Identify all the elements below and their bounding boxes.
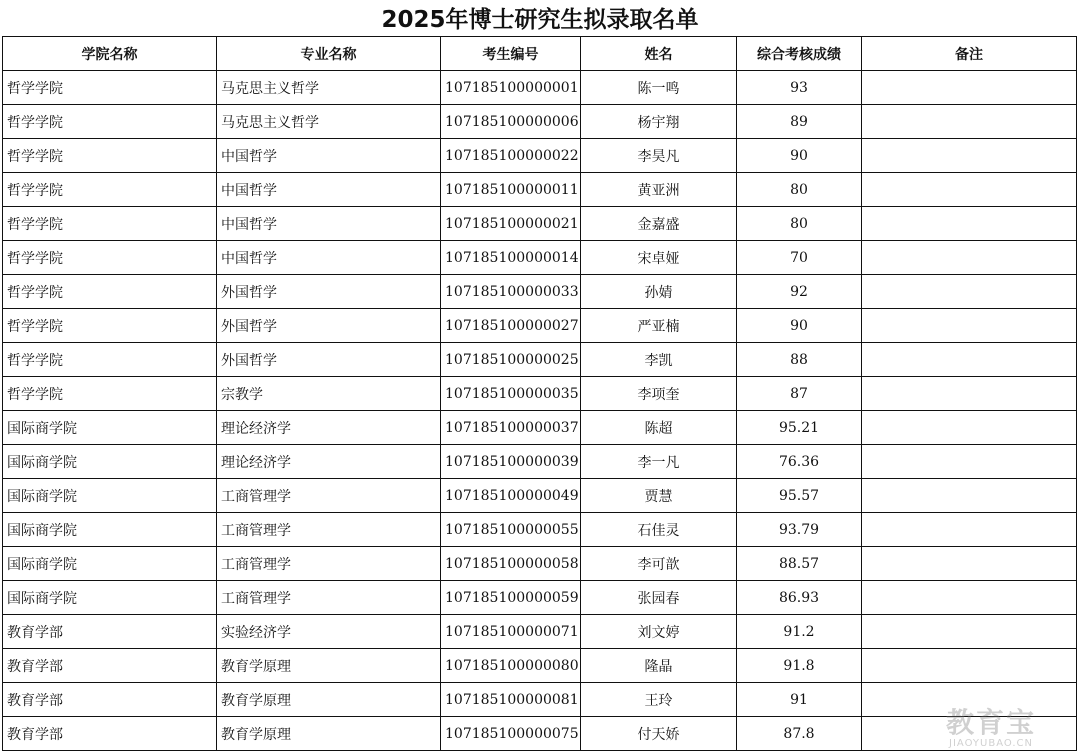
cell-name: 付天娇	[581, 717, 737, 751]
cell-score: 91.2	[737, 615, 862, 649]
table-row	[3, 479, 1077, 513]
cell-score: 93.79	[737, 513, 862, 547]
table-row	[3, 717, 1077, 751]
cell-candidate-id: 107185100000055	[441, 513, 581, 547]
cell-major: 马克思主义哲学	[217, 105, 441, 139]
watermark-sub: JIAOYUBAO.CN	[949, 738, 1033, 749]
cell-score: 92	[737, 275, 862, 309]
cell-school: 教育学部	[3, 649, 217, 683]
cell-note	[862, 343, 1077, 377]
cell-name: 李凯	[581, 343, 737, 377]
cell-note	[862, 717, 1077, 751]
cell-major: 工商管理学	[217, 479, 441, 513]
cell-major: 工商管理学	[217, 513, 441, 547]
cell-note	[862, 649, 1077, 683]
cell-candidate-id: 107185100000080	[441, 649, 581, 683]
cell-candidate-id: 107185100000075	[441, 717, 581, 751]
cell-candidate-id: 107185100000001	[441, 71, 581, 105]
cell-major: 教育学原理	[217, 683, 441, 717]
cell-school: 教育学部	[3, 615, 217, 649]
cell-school: 教育学部	[3, 683, 217, 717]
cell-score: 93	[737, 71, 862, 105]
table-row	[3, 547, 1077, 581]
cell-name: 金嘉盛	[581, 207, 737, 241]
cell-name: 王玲	[581, 683, 737, 717]
cell-name: 孙婧	[581, 275, 737, 309]
cell-note	[862, 207, 1077, 241]
cell-major: 中国哲学	[217, 207, 441, 241]
cell-major: 马克思主义哲学	[217, 71, 441, 105]
cell-school: 哲学学院	[3, 275, 217, 309]
header-candidate-id: 考生编号	[441, 37, 581, 71]
cell-note	[862, 241, 1077, 275]
cell-score: 95.57	[737, 479, 862, 513]
cell-candidate-id: 107185100000021	[441, 207, 581, 241]
cell-candidate-id: 107185100000037	[441, 411, 581, 445]
cell-school: 哲学学院	[3, 139, 217, 173]
cell-candidate-id: 107185100000071	[441, 615, 581, 649]
cell-name: 陈超	[581, 411, 737, 445]
cell-school: 哲学学院	[3, 309, 217, 343]
cell-candidate-id: 107185100000022	[441, 139, 581, 173]
cell-major: 中国哲学	[217, 241, 441, 275]
cell-note	[862, 547, 1077, 581]
cell-school: 国际商学院	[3, 547, 217, 581]
table-row	[3, 445, 1077, 479]
table-row	[3, 275, 1077, 309]
cell-candidate-id: 107185100000033	[441, 275, 581, 309]
cell-school: 国际商学院	[3, 445, 217, 479]
cell-major: 教育学原理	[217, 649, 441, 683]
cell-candidate-id: 107185100000081	[441, 683, 581, 717]
table-header-row	[3, 37, 1077, 71]
cell-school: 哲学学院	[3, 207, 217, 241]
cell-school: 国际商学院	[3, 581, 217, 615]
cell-school: 教育学部	[3, 717, 217, 751]
table-row	[3, 615, 1077, 649]
cell-note	[862, 309, 1077, 343]
cell-school: 哲学学院	[3, 377, 217, 411]
header-score: 综合考核成绩	[737, 37, 862, 71]
cell-major: 工商管理学	[217, 581, 441, 615]
watermark-main: 教育宝	[945, 706, 1036, 739]
table-body	[3, 71, 1077, 751]
cell-school: 国际商学院	[3, 513, 217, 547]
cell-school: 哲学学院	[3, 71, 217, 105]
table-row	[3, 513, 1077, 547]
table-row	[3, 411, 1077, 445]
table-row	[3, 683, 1077, 717]
table-row	[3, 309, 1077, 343]
cell-score: 70	[737, 241, 862, 275]
cell-candidate-id: 107185100000059	[441, 581, 581, 615]
cell-name: 石佳灵	[581, 513, 737, 547]
cell-note	[862, 479, 1077, 513]
cell-score: 90	[737, 309, 862, 343]
cell-score: 87.8	[737, 717, 862, 751]
cell-candidate-id: 107185100000014	[441, 241, 581, 275]
cell-score: 88	[737, 343, 862, 377]
cell-score: 80	[737, 207, 862, 241]
cell-name: 杨宇翔	[581, 105, 737, 139]
cell-note	[862, 139, 1077, 173]
page-title: 2025年博士研究生拟录取名单	[381, 7, 699, 33]
table-row	[3, 649, 1077, 683]
table-row	[3, 241, 1077, 275]
table-row	[3, 71, 1077, 105]
cell-score: 86.93	[737, 581, 862, 615]
table-row	[3, 377, 1077, 411]
cell-score: 89	[737, 105, 862, 139]
cell-name: 李一凡	[581, 445, 737, 479]
cell-major: 外国哲学	[217, 343, 441, 377]
cell-note	[862, 377, 1077, 411]
cell-candidate-id: 107185100000025	[441, 343, 581, 377]
table-row	[3, 105, 1077, 139]
cell-major: 理论经济学	[217, 411, 441, 445]
cell-score: 88.57	[737, 547, 862, 581]
cell-score: 87	[737, 377, 862, 411]
cell-name: 贾慧	[581, 479, 737, 513]
cell-name: 黄亚洲	[581, 173, 737, 207]
cell-candidate-id: 107185100000006	[441, 105, 581, 139]
cell-candidate-id: 107185100000011	[441, 173, 581, 207]
cell-score: 90	[737, 139, 862, 173]
table-row	[3, 173, 1077, 207]
cell-major: 中国哲学	[217, 173, 441, 207]
cell-major: 外国哲学	[217, 309, 441, 343]
header-school: 学院名称	[3, 37, 217, 71]
cell-name: 严亚楠	[581, 309, 737, 343]
cell-major: 教育学原理	[217, 717, 441, 751]
cell-score: 91	[737, 683, 862, 717]
cell-note	[862, 683, 1077, 717]
cell-school: 哲学学院	[3, 173, 217, 207]
table-row	[3, 207, 1077, 241]
cell-score: 80	[737, 173, 862, 207]
cell-note	[862, 513, 1077, 547]
cell-name: 李可歆	[581, 547, 737, 581]
cell-note	[862, 105, 1077, 139]
cell-school: 哲学学院	[3, 343, 217, 377]
cell-score: 76.36	[737, 445, 862, 479]
cell-name: 刘文婷	[581, 615, 737, 649]
cell-school: 国际商学院	[3, 411, 217, 445]
header-major: 专业名称	[217, 37, 441, 71]
header-note: 备注	[862, 37, 1077, 71]
cell-school: 哲学学院	[3, 241, 217, 275]
header-name: 姓名	[581, 37, 737, 71]
cell-name: 张园春	[581, 581, 737, 615]
cell-major: 理论经济学	[217, 445, 441, 479]
cell-note	[862, 173, 1077, 207]
cell-note	[862, 615, 1077, 649]
cell-name: 隆晶	[581, 649, 737, 683]
cell-major: 外国哲学	[217, 275, 441, 309]
table-row	[3, 343, 1077, 377]
cell-candidate-id: 107185100000027	[441, 309, 581, 343]
cell-name: 陈一鸣	[581, 71, 737, 105]
cell-school: 国际商学院	[3, 479, 217, 513]
cell-name: 李项奎	[581, 377, 737, 411]
cell-note	[862, 581, 1077, 615]
cell-major: 实验经济学	[217, 615, 441, 649]
table-row	[3, 581, 1077, 615]
cell-candidate-id: 107185100000058	[441, 547, 581, 581]
cell-major: 宗教学	[217, 377, 441, 411]
cell-major: 中国哲学	[217, 139, 441, 173]
cell-school: 哲学学院	[3, 105, 217, 139]
table-row	[3, 139, 1077, 173]
cell-major: 工商管理学	[217, 547, 441, 581]
cell-note	[862, 71, 1077, 105]
cell-name: 李昊凡	[581, 139, 737, 173]
cell-note	[862, 411, 1077, 445]
admission-table	[2, 36, 1077, 751]
cell-name: 宋卓娅	[581, 241, 737, 275]
cell-candidate-id: 107185100000039	[441, 445, 581, 479]
cell-note	[862, 275, 1077, 309]
cell-score: 91.8	[737, 649, 862, 683]
cell-candidate-id: 107185100000035	[441, 377, 581, 411]
cell-candidate-id: 107185100000049	[441, 479, 581, 513]
cell-score: 95.21	[737, 411, 862, 445]
cell-note	[862, 445, 1077, 479]
